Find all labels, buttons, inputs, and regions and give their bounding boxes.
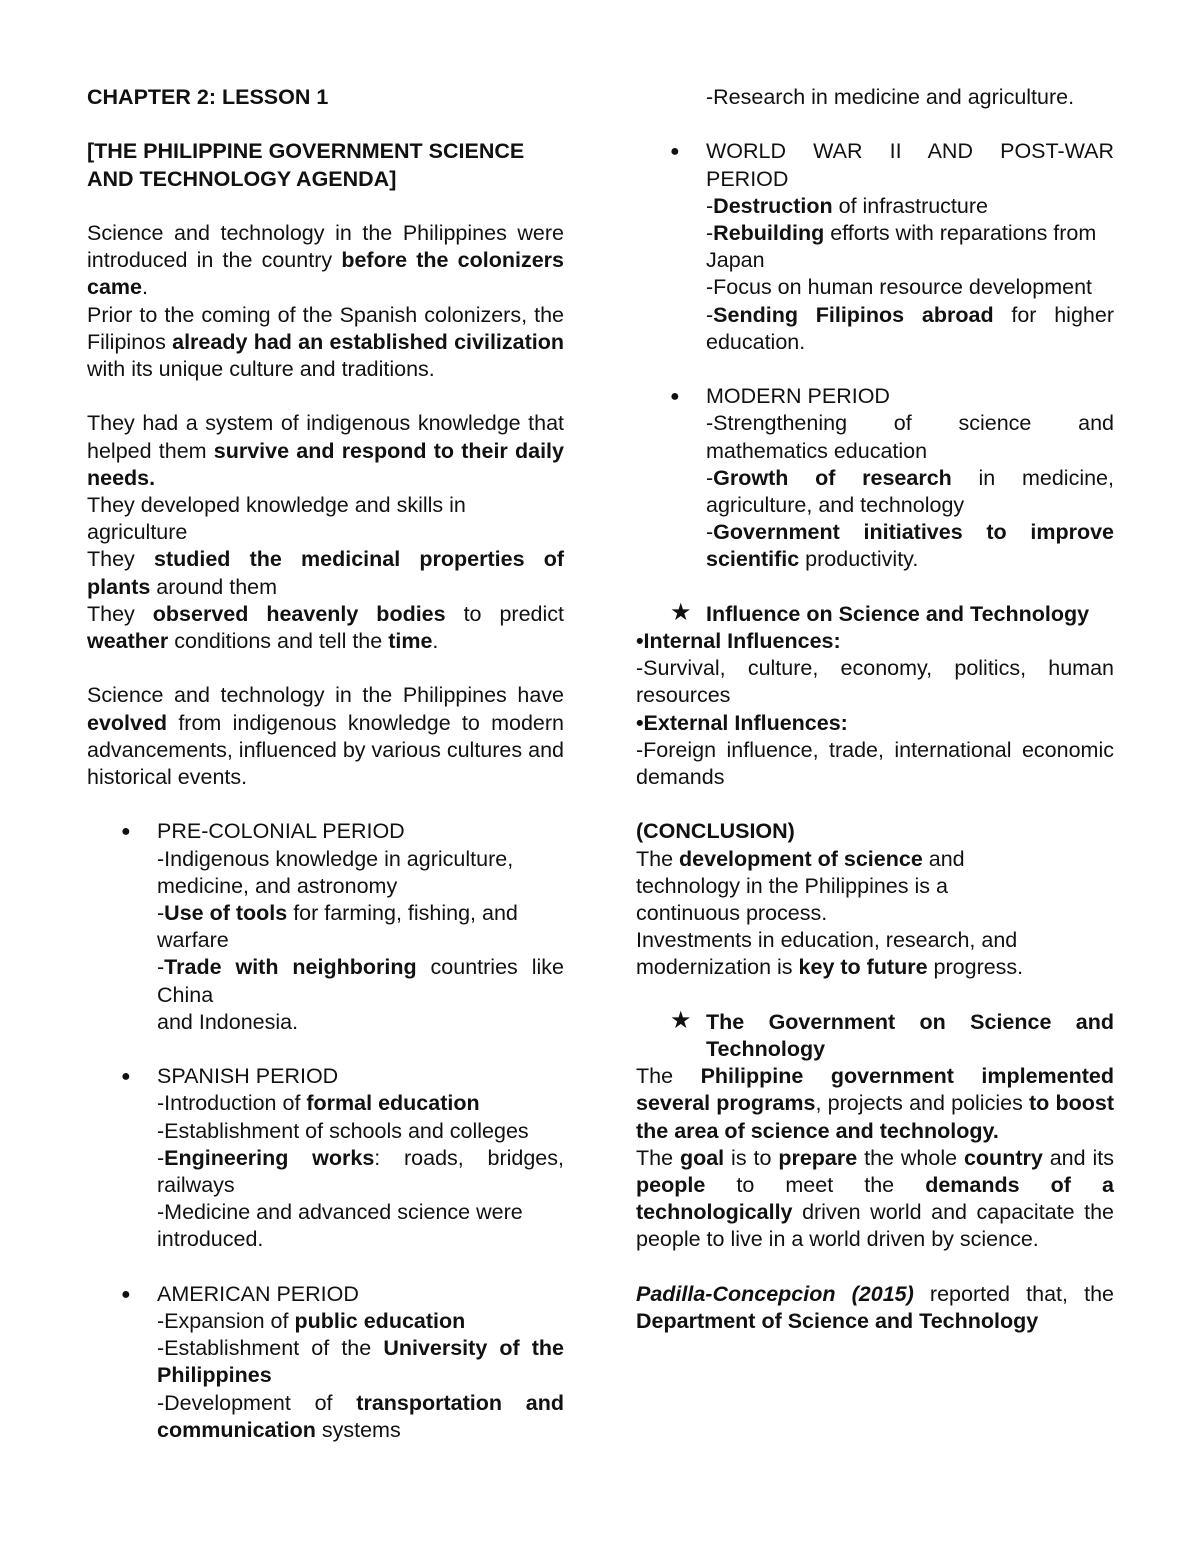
ww2-item (706, 193, 1114, 220)
text-run: progress. (927, 955, 1024, 980)
precolonial-section (87, 818, 564, 1036)
text-run: Science and technology in the Philippines have (87, 683, 564, 708)
text-run: Use of tools (164, 901, 288, 926)
left-column (87, 84, 564, 1444)
text-run: - (706, 302, 714, 327)
modern-item (706, 465, 1114, 519)
american-item (157, 1335, 564, 1389)
text-run: in medicine, agriculture, and technology (706, 465, 1114, 518)
text-run: - (157, 901, 165, 926)
text-run: -Indigenous knowledge in agriculture, medicine, and astronomy (157, 846, 514, 898)
text-run: - (157, 1145, 165, 1170)
text-run: prepare (778, 1145, 858, 1170)
text-run: and its (1042, 1145, 1114, 1170)
text-run: studied the medicinal properties of plants (87, 547, 564, 599)
right-column (636, 84, 1114, 1335)
ww2-item (706, 302, 1114, 356)
conclusion-line (636, 846, 1114, 873)
text-run: -Establishment of the (157, 1336, 384, 1361)
text-run: people (636, 1173, 706, 1198)
text-run: Government initiatives to improve scientific (706, 520, 1114, 572)
text-run: to meet the (705, 1173, 926, 1198)
text-run: Prior to the coming of the Spanish colonizers, the Filipinos (87, 302, 564, 354)
conclusion-line (636, 900, 1114, 927)
text-run: development of science (679, 846, 923, 871)
text-run: around them (150, 574, 278, 599)
text-run: - (157, 955, 165, 980)
spanish-item (157, 1145, 564, 1199)
external-influences-text: -Foreign influence, trade, international economic demands (636, 737, 1114, 790)
indigenous-knowledge-paragraph (87, 410, 564, 492)
internal-influences-label: •Internal Influences: (636, 629, 841, 654)
ww2-item (706, 274, 1114, 301)
american-heading: AMERICAN PERIOD (157, 1281, 359, 1306)
text-run: and (922, 846, 965, 871)
text-run: - (706, 465, 714, 490)
text-run: Japan (706, 248, 765, 273)
evolution-paragraph (87, 682, 564, 791)
text-run: : roads, bridges, railways (157, 1145, 564, 1198)
text-run: formal education (306, 1091, 480, 1116)
spanish-item (157, 1090, 564, 1117)
intro-paragraph (87, 220, 564, 302)
text-run: efforts with reparations from (824, 221, 1097, 245)
text-run: the whole (857, 1145, 964, 1170)
precolonial-item (157, 1009, 564, 1036)
text-run: technology in the Philippines is a (636, 873, 948, 898)
text-run: conditions and tell the (168, 629, 389, 654)
star-icon: ★ (670, 1006, 692, 1034)
conclusion-line (636, 927, 1114, 954)
text-run: . (432, 629, 439, 654)
text-run: - (706, 221, 714, 245)
text-run: systems (315, 1417, 401, 1442)
precolonial-item (157, 846, 564, 900)
text-run: They (87, 547, 154, 572)
text-run: -Focus on human resource development (706, 275, 1093, 300)
text-run: The (636, 846, 680, 871)
text-run: -Research in medicine and agriculture. (706, 85, 1075, 109)
precolonial-item (157, 900, 564, 954)
star-icon: ★ (670, 598, 692, 626)
text-run: -Introduction of (157, 1091, 307, 1116)
modern-item (706, 410, 1114, 464)
text-run: Science and technology in the Philippines were introduced in the country (87, 220, 564, 273)
text-run: public education (294, 1309, 466, 1334)
bullet-icon: ● (670, 388, 680, 406)
text-run: is to (724, 1145, 779, 1170)
document-title: [THE PHILIPPINE GOVERNMENT SCIENCE AND TECHNOLOGY AGENDA] (87, 139, 525, 191)
text-run: transportation and communication (157, 1390, 565, 1442)
government-heading: The Government on Science and Technology (706, 1009, 1114, 1062)
text-run: of infrastructure (832, 193, 988, 218)
modern-item (706, 519, 1114, 573)
precolonial-item (157, 954, 564, 1008)
text-run: time (388, 629, 433, 654)
text-run: Growth of research (713, 465, 952, 490)
text-run: country (963, 1145, 1043, 1170)
text-run: - (706, 520, 714, 545)
text-run: already had an established civilization (172, 329, 564, 354)
text-run: , projects and policies (815, 1091, 1029, 1116)
text-run: to predict (445, 601, 564, 626)
text-run: before the colonizers came (87, 248, 564, 300)
modern-section (636, 383, 1114, 573)
chapter-heading: CHAPTER 2: LESSON 1 (87, 85, 329, 109)
text-run: productivity. (799, 547, 919, 572)
conclusion-line (636, 954, 1114, 981)
text-run: goal (679, 1145, 725, 1170)
text-run: Trade with neighboring (164, 955, 417, 980)
modern-heading: MODERN PERIOD (706, 384, 890, 409)
text-run: continuous process. (636, 901, 828, 926)
text-run: demands of a technologically (636, 1173, 1114, 1225)
text-run: - (706, 193, 714, 218)
text-run: Department of Science and Technology (636, 1309, 1039, 1334)
text-run: They had a system of indigenous knowledge that helped them (87, 411, 564, 463)
citation-paragraph (636, 1281, 1114, 1335)
text-run: observed heavenly bodies (152, 601, 446, 626)
text-run: -Expansion of (157, 1309, 295, 1334)
ww2-heading: WORLD WAR II AND POST-WAR PERIOD (706, 139, 1114, 191)
text-run: -Development of (157, 1390, 357, 1415)
spanish-heading: SPANISH PERIOD (157, 1064, 339, 1089)
text-run: They developed knowledge and skills in agriculture (87, 493, 466, 545)
ww2-section (636, 138, 1114, 356)
precolonial-heading: PRE-COLONIAL PERIOD (157, 819, 405, 844)
text-run: The (636, 1145, 680, 1170)
american-item (157, 1390, 564, 1444)
text-run: They (87, 601, 153, 626)
text-run: for higher education. (706, 302, 1114, 354)
text-run: countries like China (157, 955, 564, 1007)
government-programs-paragraph (636, 1063, 1114, 1145)
text-run: survive and respond to their daily needs. (87, 438, 564, 490)
bullet-icon: ● (670, 143, 680, 161)
spanish-item (157, 1118, 564, 1145)
government-section (636, 1006, 1114, 1063)
text-run: -Strengthening of science and mathematics education (706, 411, 1114, 463)
ww2-item (706, 247, 1114, 274)
text-run: Sending Filipinos abroad (713, 302, 994, 327)
influence-section (636, 598, 1114, 628)
conclusion-line (636, 873, 1114, 900)
text-run: driven world and capacitate the people to live in a world driven by science. (636, 1200, 1114, 1252)
government-goal-paragraph (636, 1145, 1114, 1254)
bullet-icon: ● (121, 1285, 131, 1303)
text-run: Philippine government implemented several programs (636, 1064, 1114, 1116)
american-continued (636, 84, 1114, 111)
text-run: . (142, 275, 148, 300)
american-item (157, 1308, 564, 1335)
text-run: with its unique culture and traditions. (87, 357, 435, 381)
text-run: Destruction (713, 193, 833, 218)
bullet-icon: ● (121, 1068, 131, 1086)
text-run: -Medicine and advanced science were introduced. (157, 1200, 523, 1252)
text-run: Engineering works (164, 1145, 375, 1170)
precolonial-civilization-paragraph (87, 302, 564, 384)
bullet-icon: ● (121, 823, 131, 841)
external-influences-label: •External Influences: (636, 710, 848, 735)
text-run: -Establishment of schools and colleges (157, 1118, 529, 1143)
text-run: from indigenous knowledge to modern advancements, influenced by various cultures and historical events. (87, 710, 564, 790)
american-section (87, 1281, 564, 1444)
internal-influences-text: -Survival, culture, economy, politics, human resources (636, 656, 1114, 708)
text-run: modernization is (636, 955, 799, 980)
text-run: for farming, fishing, and warfare (157, 901, 518, 953)
text-run: Padilla-Concepcion (2015) (636, 1281, 914, 1306)
text-run: and Indonesia. (157, 1009, 299, 1034)
influence-heading: Influence on Science and Technology (706, 601, 1090, 626)
text-run: University of the Philippines (157, 1336, 565, 1388)
text-run: weather (87, 629, 169, 654)
heavenly-bodies-paragraph (87, 601, 564, 655)
text-run: reported that, the (913, 1281, 1114, 1306)
agriculture-paragraph (87, 492, 564, 546)
spanish-section (87, 1063, 564, 1253)
american-item (706, 84, 1114, 111)
text-run: evolved (87, 710, 168, 735)
text-run: Rebuilding (713, 221, 825, 245)
text-run: key to future (798, 955, 928, 980)
ww2-item (706, 220, 1114, 247)
text-run: to boost the area of science and technology. (636, 1091, 1114, 1143)
spanish-item (157, 1199, 564, 1253)
conclusion-heading: (CONCLUSION) (636, 819, 795, 844)
text-run: The (636, 1064, 701, 1089)
text-run: Investments in education, research, and (636, 928, 1018, 953)
medicinal-plants-paragraph (87, 546, 564, 600)
